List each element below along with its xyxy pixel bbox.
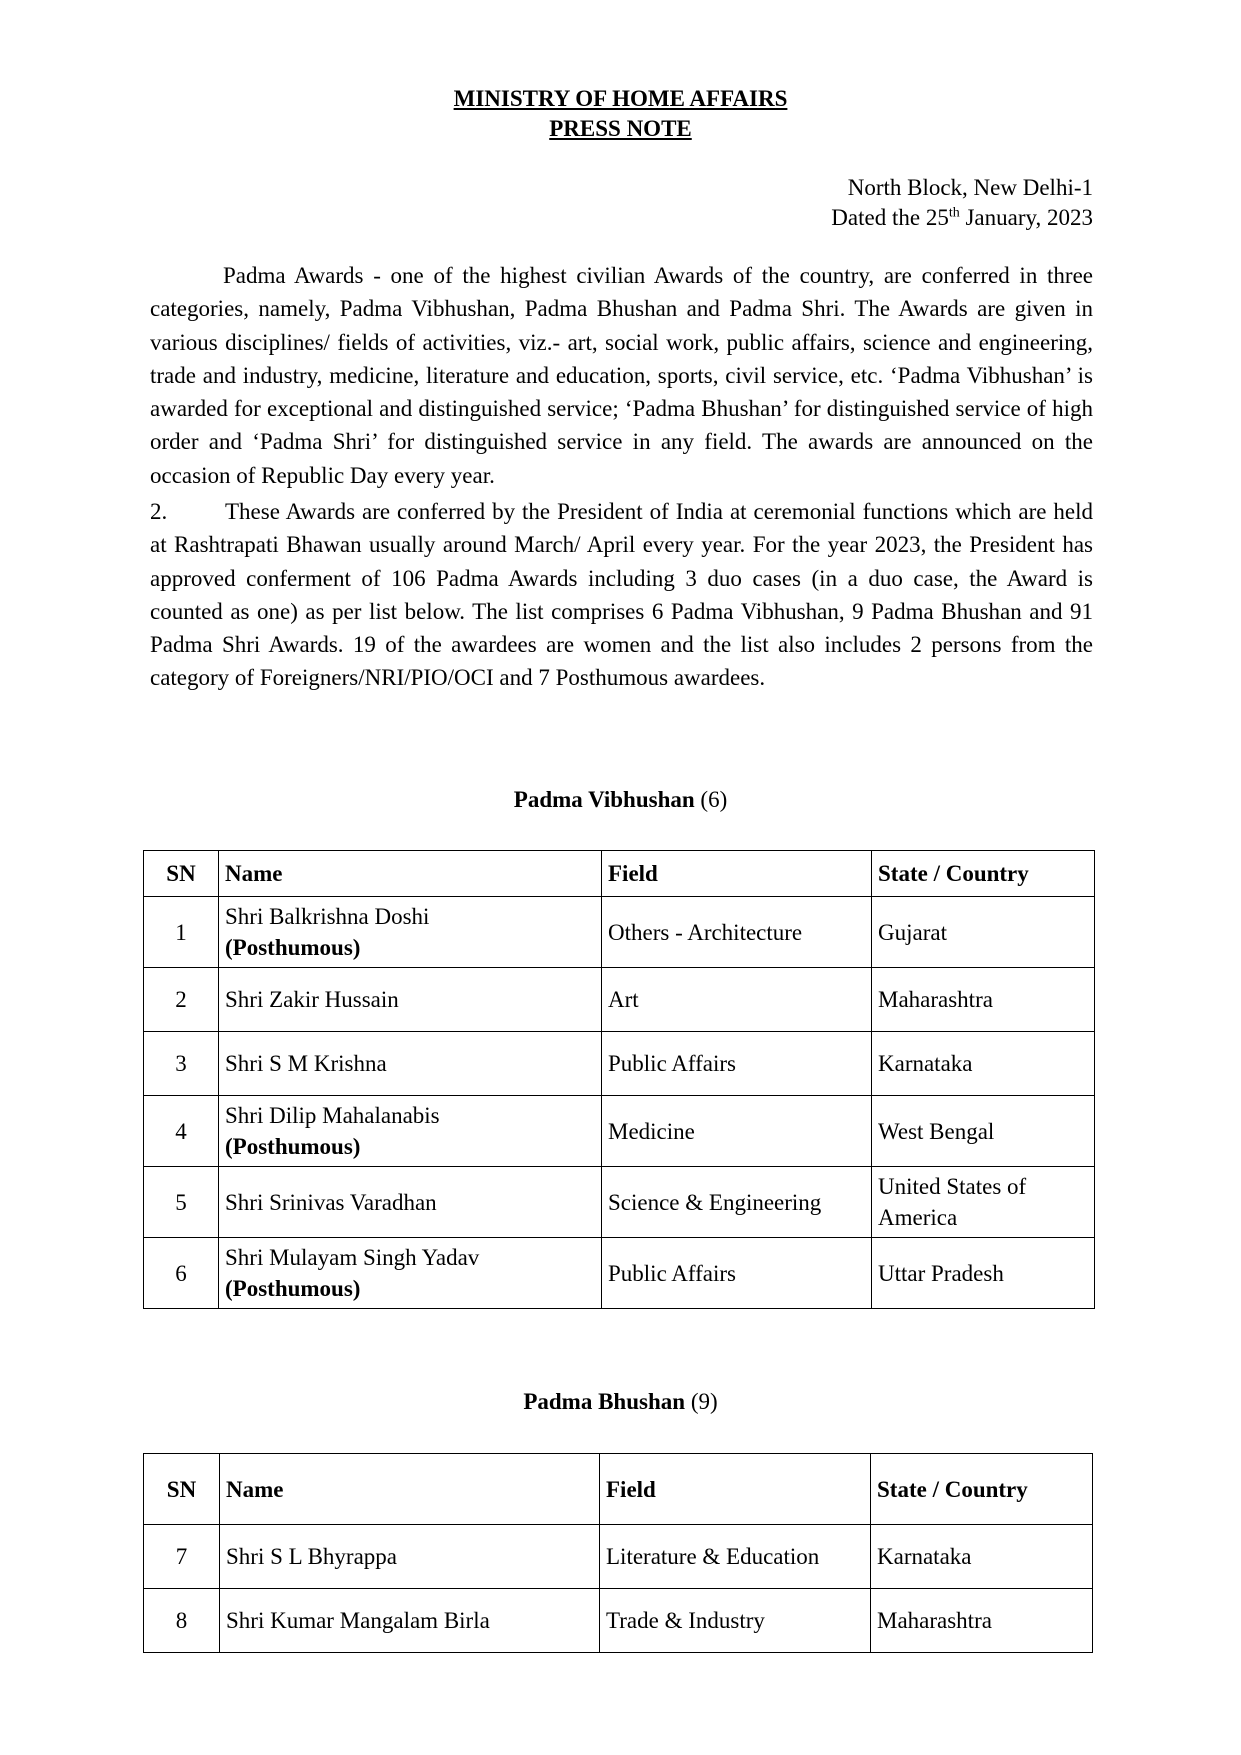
state-cell: Maharashtra [871, 1589, 1093, 1653]
awardee-name: Shri Balkrishna Doshi [225, 904, 430, 929]
state-cell: Gujarat [872, 897, 1095, 968]
name-cell [219, 1167, 602, 1238]
vibhushan-caption [0, 787, 1241, 813]
posthumous-label: (Posthumous) [225, 935, 361, 960]
col-field-header: Field [602, 851, 872, 897]
state-cell: United States of America [872, 1167, 1095, 1238]
field-cell: Public Affairs [602, 1238, 872, 1309]
name-cell [219, 1032, 602, 1096]
bhushan-title: Padma Bhushan [523, 1389, 686, 1414]
awardee-name: Shri Dilip Mahalanabis [225, 1103, 440, 1128]
name-cell [220, 1589, 600, 1653]
table-row [144, 1167, 1095, 1238]
sn-cell: 5 [144, 1167, 219, 1238]
col-state-header: State / Country [871, 1454, 1093, 1525]
field-cell: Science & Engineering [602, 1167, 872, 1238]
name-cell [219, 897, 602, 968]
bhushan-count: (9) [685, 1389, 718, 1414]
state-cell: Uttar Pradesh [872, 1238, 1095, 1309]
sn-cell: 4 [144, 1096, 219, 1167]
paragraph-2 [150, 495, 1093, 695]
col-state-header: State / Country [872, 851, 1095, 897]
date-suffix: January, 2023 [959, 205, 1093, 230]
field-cell: Public Affairs [602, 1032, 872, 1096]
press-note-heading: PRESS NOTE [549, 116, 692, 141]
sn-cell: 8 [144, 1589, 220, 1653]
bhushan-table [143, 1453, 1093, 1653]
paragraph-1-text: Padma Awards - one of the highest civilian Awards of the country, are conferred in three categories, namely, Padma Vibhushan, Padma Bhushan and Padma Shri. The Awards are given in various disciplines/ fields of activities, viz.- art, social work, public affairs, science and engineering, trade and industry, medicine, literature and education, sports, civil service, etc. ‘Padma Vibhushan’ is awarded for exceptional and distinguished service; ‘Padma Bhushan’ for distinguished service of high order and ‘Padma Shri’ for distinguished service in any field. The awards are announced on the occasion of Republic Day every year. [150, 263, 1093, 488]
name-cell [219, 968, 602, 1032]
awardee-name: Shri S L Bhyrappa [226, 1544, 397, 1569]
col-sn-header: SN [144, 851, 219, 897]
col-name-header: Name [220, 1454, 600, 1525]
name-cell [219, 1096, 602, 1167]
table-row [144, 1525, 1093, 1589]
awardee-name: Shri S M Krishna [225, 1051, 387, 1076]
date-prefix: Dated the 25 [831, 205, 949, 230]
vibhushan-title: Padma Vibhushan [513, 787, 695, 812]
posthumous-label: (Posthumous) [225, 1276, 361, 1301]
table-header-row [144, 1454, 1093, 1525]
sn-cell: 3 [144, 1032, 219, 1096]
ministry-heading: MINISTRY OF HOME AFFAIRS [453, 86, 788, 111]
col-name-header: Name [219, 851, 602, 897]
table-row [144, 1589, 1093, 1653]
field-cell: Literature & Education [600, 1525, 871, 1589]
state-cell: West Bengal [872, 1096, 1095, 1167]
sn-cell: 2 [144, 968, 219, 1032]
state-cell: Maharashtra [872, 968, 1095, 1032]
state-cell: Karnataka [872, 1032, 1095, 1096]
field-cell: Trade & Industry [600, 1589, 871, 1653]
awardee-name: Shri Kumar Mangalam Birla [226, 1608, 490, 1633]
vibhushan-count: (6) [694, 787, 728, 812]
table-row [144, 897, 1095, 968]
table-header-row [144, 851, 1095, 897]
place-line: North Block, New Delhi-1 [847, 175, 1093, 200]
name-cell [219, 1238, 602, 1309]
posthumous-label: (Posthumous) [225, 1134, 361, 1159]
date-sup: th [948, 205, 960, 221]
name-cell [220, 1525, 600, 1589]
state-cell: Karnataka [871, 1525, 1093, 1589]
field-cell: Others - Architecture [602, 897, 872, 968]
table-row [144, 968, 1095, 1032]
col-field-header: Field [600, 1454, 871, 1525]
vibhushan-table [143, 850, 1095, 1309]
paragraph-2-text: These Awards are conferred by the President of India at ceremonial functions which are held at Rashtrapati Bhawan usually around March/ April every year. For the year 2023, the President has approved conferment of 106 Padma Awards including 3 duo cases (in a duo case, the Award is counted as one) as per list below. The list comprises 6 Padma Vibhushan, 9 Padma Bhushan and 91 Padma Shri Awards. 19 of the awardees are women and the list also includes 2 persons from the category of Foreigners/NRI/PIO/OCI and 7 Posthumous awardees. [150, 499, 1093, 691]
awardee-name: Shri Zakir Hussain [225, 987, 399, 1012]
date-line [493, 205, 1093, 231]
paragraph-2-number: 2. [150, 499, 168, 524]
sn-cell: 6 [144, 1238, 219, 1309]
field-cell: Art [602, 968, 872, 1032]
col-sn-header: SN [144, 1454, 220, 1525]
field-cell: Medicine [602, 1096, 872, 1167]
awardee-name: Shri Srinivas Varadhan [225, 1189, 437, 1215]
sn-cell: 1 [144, 897, 219, 968]
sn-cell: 7 [144, 1525, 220, 1589]
awardee-name: Shri Mulayam Singh Yadav [225, 1245, 480, 1270]
table-row [144, 1096, 1095, 1167]
table-row [144, 1032, 1095, 1096]
paragraph-1 [150, 259, 1093, 492]
bhushan-caption [0, 1389, 1241, 1415]
table-row [144, 1238, 1095, 1309]
